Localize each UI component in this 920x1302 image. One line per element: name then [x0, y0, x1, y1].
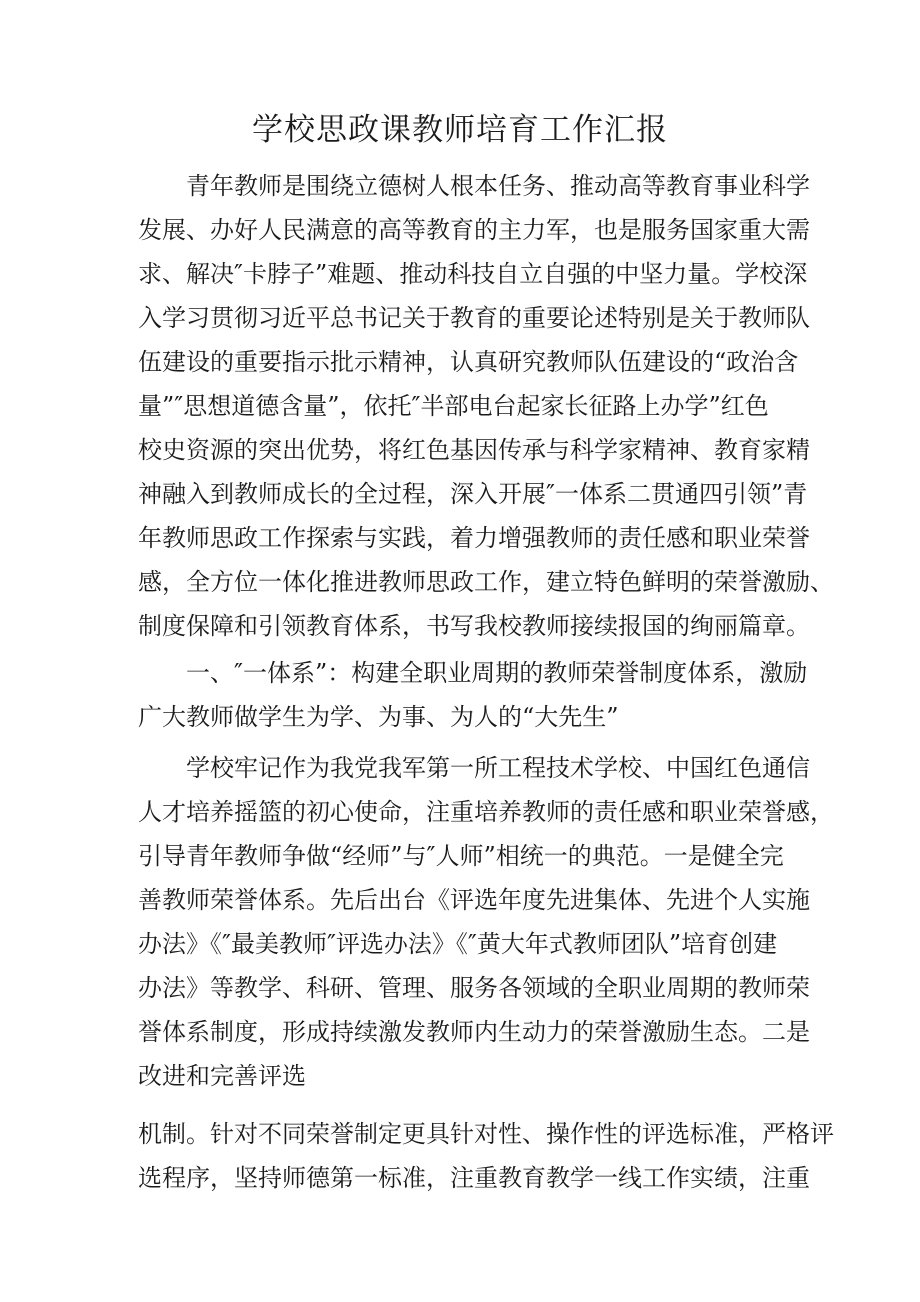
paragraph-line: 办法》等教学、科研、管理、服务各领域的全职业周期的教师荣 — [138, 974, 810, 1002]
paragraph-line: 神融入到教师成长的全过程，深入开展″一体系二贯通四引领”青 — [138, 480, 808, 508]
paragraph-line: 求、解决″卡脖子”难题、推动科技自立自强的中坚力量。学校深 — [138, 260, 808, 288]
paragraph-line: 办法》《″最美教师″评选办法》《″黄大年式教师团队”培育创建 — [138, 930, 778, 958]
paragraph-line: 发展、办好人民满意的高等教育的主力军，也是服务国家重大需 — [138, 216, 810, 244]
paragraph-line: 善教师荣誉体系。先后出台《评选年度先进集体、先进个人实施 — [138, 886, 810, 914]
paragraph-line: 校史资源的突出优势，将红色基因传承与科学家精神、教育家精 — [138, 436, 810, 464]
paragraph-line: 引导青年教师争做“经师”与″人师”相统一的典范。一是健全完 — [138, 842, 784, 870]
section-heading-line: 广大教师做学生为学、为事、为人的“大先生” — [138, 703, 619, 731]
paragraph-line: 改进和完善评选 — [138, 1062, 306, 1090]
paragraph-line: 感，全方位一体化推进教师思政工作，建立特色鲜明的荣誉激励、 — [138, 568, 834, 596]
paragraph-line: 机制。针对不同荣誉制定更具针对性、操作性的评选标准，严格评 — [138, 1120, 834, 1148]
paragraph-line: 年教师思政工作探索与实践，着力增强教师的责任感和职业荣誉 — [138, 524, 810, 552]
paragraph-line: 人才培养摇篮的初心使命，注重培养教师的责任感和职业荣誉感， — [138, 798, 834, 826]
paragraph-line: 伍建设的重要指示批示精神，认真研究教师队伍建设的“政治含 — [138, 348, 799, 376]
section-heading-line: 一、″一体系”：构建全职业周期的教师荣誉制度体系，激励 — [186, 659, 808, 687]
paragraph-line: 选程序，坚持师德第一标准，注重教育教学一线工作实绩，注重 — [138, 1164, 810, 1192]
paragraph-line: 学校牢记作为我党我军第一所工程技术学校、中国红色通信 — [186, 754, 810, 782]
paragraph-line: 制度保障和引领教育体系，书写我校教师接续报国的绚丽篇章。 — [138, 612, 810, 640]
paragraph-line: 量”″思想道德含量”，依托″半部电台起家长征路上办学”红色 — [138, 392, 769, 420]
paragraph-line: 誉体系制度，形成持续激发教师内生动力的荣誉激励生态。二是 — [138, 1018, 810, 1046]
paragraph-line: 入学习贯彻习近平总书记关于教育的重要论述特别是关于教师队 — [138, 304, 810, 332]
paragraph-line: 青年教师是围绕立德树人根本任务、推动高等教育事业科学 — [186, 172, 810, 200]
document-title: 学校思政课教师培育工作汇报 — [252, 112, 668, 148]
